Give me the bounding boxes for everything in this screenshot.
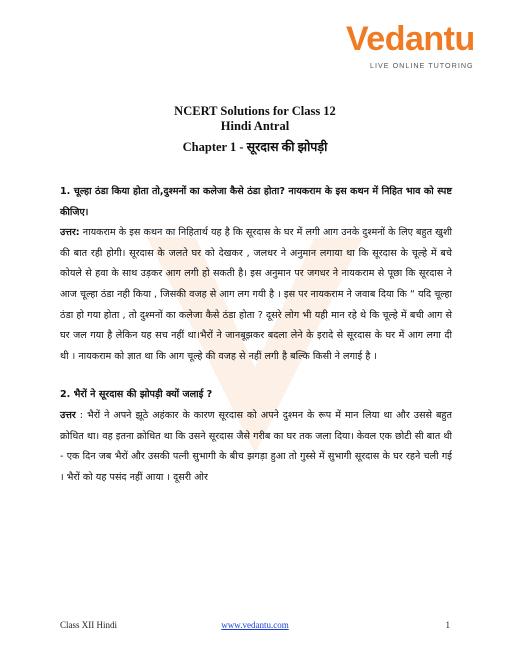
vedantu-logo-text: Vedantu (346, 20, 475, 58)
logo-tagline: LIVE ONLINE TUTORING (370, 61, 474, 70)
question-1: 1. चूल्हा ठंडा किया होता तो,दुश्मनों का कलेजा कैसे ठंडा होता? नायकराम के इस कथन में निहित भाव को स्पष्ट कीजिए। (60, 186, 452, 218)
footer-class-label: Class XII Hindi (60, 620, 117, 630)
page-number: 1 (445, 620, 450, 630)
answer-2-label: उत्तर (60, 409, 76, 421)
question-2: 2. भैरों ने सूरदास की झोपड़ी क्यों जलाई ? (60, 389, 213, 401)
answer-1 (60, 223, 452, 367)
answer-1-label: उत्तर: (60, 227, 80, 239)
document-subtitle: Hindi Antral (220, 119, 290, 133)
document-title: NCERT Solutions for Class 12 (174, 104, 336, 118)
answer-1-text: नायकराम के इस कथन का निहितार्थ यह है कि सूरदास के घर में लगी आग उनके दुश्मनों के लिए बहुत खुशी की बात रही होगी। सूरदास के जलते घर को देखकर , जलधर ने अनुमान लगाया था कि सूरदास के चूल्हे में बचे कोयले से हवा के साथ उड़कर आग लगी हो सकती है। इस अनुमान पर जगधर ने नायकराम से पूछा कि सूरदास ने आज चूल्हा ठंडा नही किया , जिसकी वजह से आग लग गयी है । इस पर नायकराम ने जवाब दिया कि “ यदि चूल्हा ठंडा हो गया होता , तो दुश्मनों का कलेजा कैसे ठंडा होता ? दूसरे लोग भी यही मान रहे थे कि चूल्हे में बची आग से घर जल गया है लेकिन यह सच नहीं था।भैरों ने जानबूझकर बदला लेने के इरादे से सूरदास के घर में आग लगा दी थी । नायकराम को ज्ञात था कि आग चूल्हे की वजह से नहीं लगी है बल्कि किसी ने लगाई है । (60, 227, 452, 362)
page-footer (0, 620, 510, 636)
document-header (0, 104, 510, 157)
footer-website-link[interactable]: www.vedantu.com (221, 620, 289, 630)
document-body (60, 182, 452, 488)
vedantu-logo (334, 16, 484, 78)
chapter-title: Chapter 1 - सूरदास की झोपड़ी (182, 140, 328, 154)
answer-2 (60, 406, 452, 488)
answer-2-text: : भैरों ने अपने झूठे अहंकार के कारण सूरदास को अपने दुश्मन के रूप में मान लिया था और उससे बहुत क्रोधित था। वह इतना क्रोधित था कि उसने सूरदास जैसे गरीब का घर तक जला दिया। केवल एक छोटी सी बात थी - एक दिन जब भैरों और उसकी पत्नी सुभागी के बीच झगड़ा हुआ तो गुस्से में सुभागी सूरदास के घर रहने चली गई । भैरों को यह पसंद नहीं आया । दूसरी ओर (60, 409, 452, 483)
